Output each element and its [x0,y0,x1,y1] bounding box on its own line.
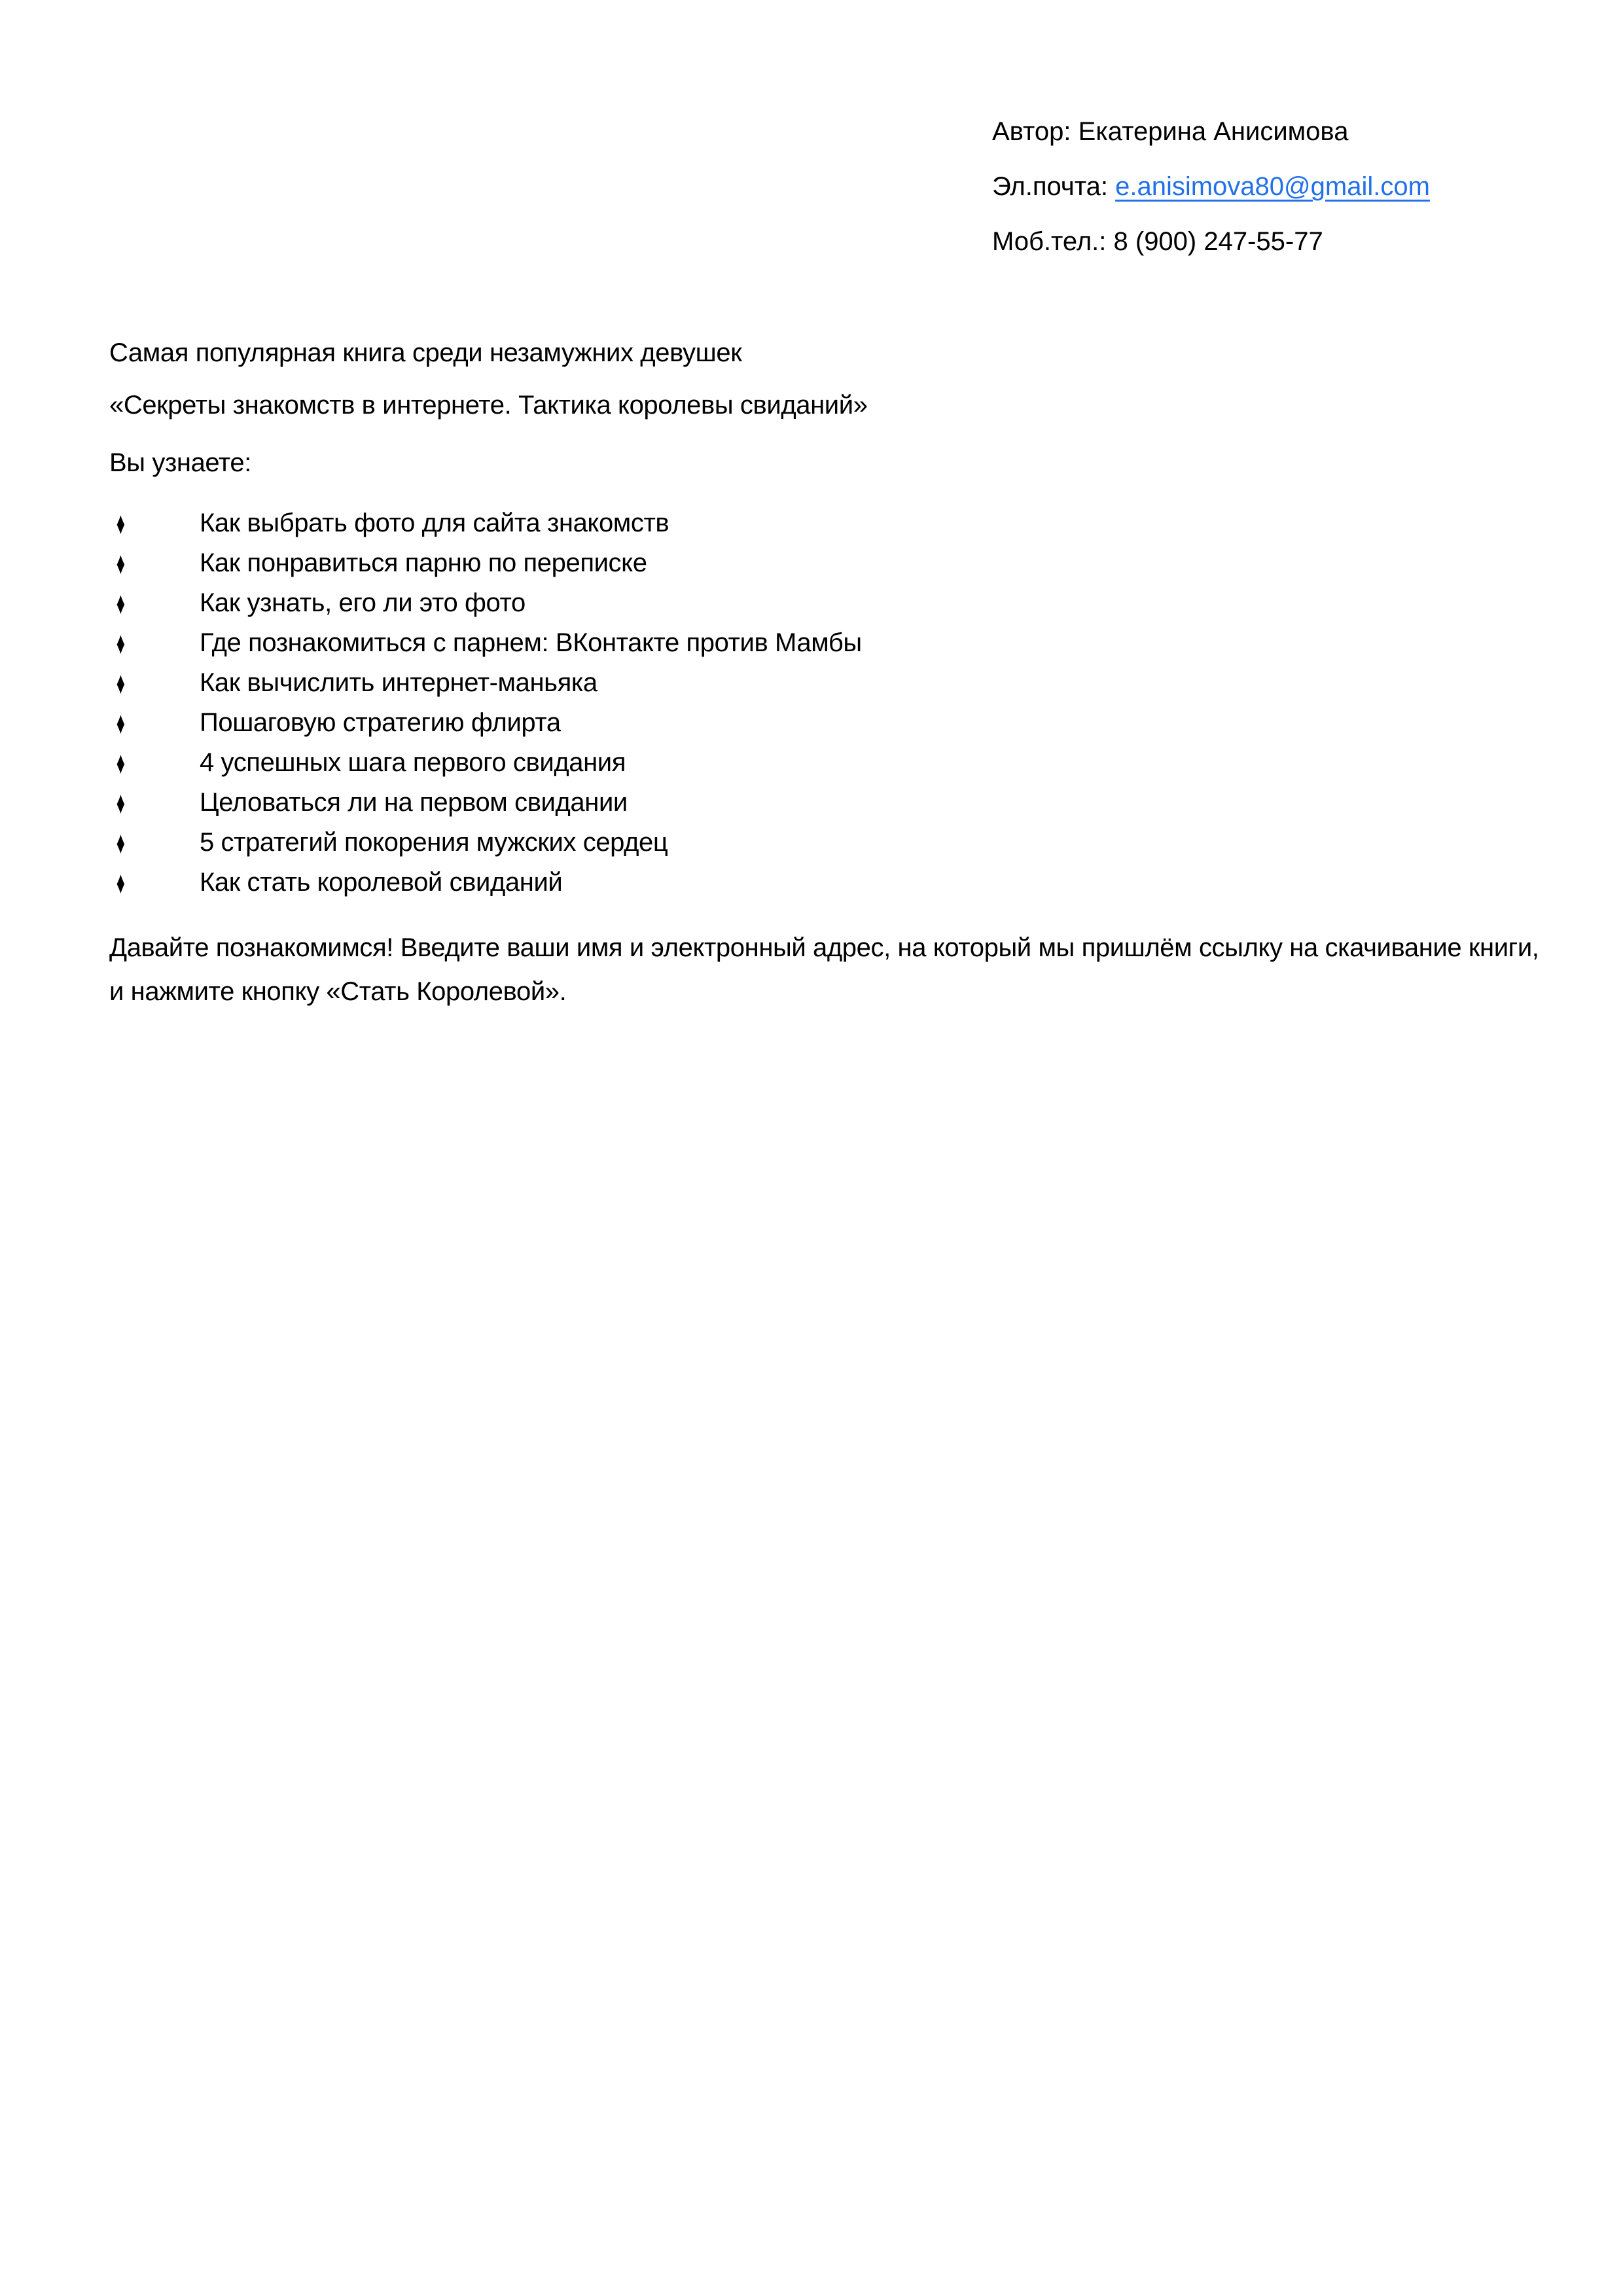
list-item-label: Как стать королевой свиданий [200,868,563,897]
list-item [109,823,1549,863]
list-item [109,503,1549,543]
diamond-bullet-icon: ♦ [116,506,125,541]
list-item-label: Где познакомиться с парнем: ВКонтакте против Мамбы [200,628,862,657]
list-item [109,783,1549,823]
phone-line: Моб.тел.: 8 (900) 247-55-77 [992,227,1323,256]
diamond-bullet-icon: ♦ [116,785,125,820]
list-item-label: Целоваться ли на первом свидании [200,788,628,817]
list-item [109,663,1549,703]
list-item [109,543,1549,583]
diamond-bullet-icon: ♦ [116,546,125,581]
book-title: «Секреты знакомств в интернете. Тактика королевы свиданий» [109,391,868,420]
diamond-bullet-icon: ♦ [116,825,125,860]
list-heading: Вы узнаете: [109,448,251,477]
list-item-label: Пошаговую стратегию флирта [200,708,561,737]
list-item [109,743,1549,783]
diamond-bullet-icon: ♦ [116,626,125,660]
intro-line: Самая популярная книга среди незамужних девушек [109,338,742,367]
benefits-list [109,503,1549,903]
author-line: Автор: Екатерина Анисимова [992,117,1349,146]
list-item-label: Как узнать, его ли это фото [200,588,526,617]
diamond-bullet-icon: ♦ [116,586,125,620]
email-line [992,171,1430,202]
main-content [109,337,1549,1014]
diamond-bullet-icon: ♦ [116,745,125,780]
list-item-label: Как понравиться парню по переписке [200,548,647,577]
contact-block [992,116,1430,281]
list-item-label: 4 успешных шага первого свидания [200,748,626,777]
cta-paragraph: Давайте познакомимся! Введите ваши имя и электронный адрес, на который мы пришлём ссылку на скачивание книги, и нажмите кнопку «Стать Королевой». [109,933,1539,1006]
diamond-bullet-icon: ♦ [116,666,125,700]
email-link[interactable]: e.anisimova80@gmail.com [1115,172,1430,201]
list-item [109,623,1549,663]
diamond-bullet-icon: ♦ [116,865,125,900]
list-item [109,863,1549,903]
list-item [109,583,1549,623]
list-item-label: 5 стратегий покорения мужских сердец [200,828,668,857]
list-item-label: Как выбрать фото для сайта знакомств [200,509,669,537]
list-item-label: Как вычислить интернет-маньяка [200,668,597,697]
email-label: Эл.почта: [992,172,1116,201]
diamond-bullet-icon: ♦ [116,706,125,740]
list-item [109,703,1549,743]
